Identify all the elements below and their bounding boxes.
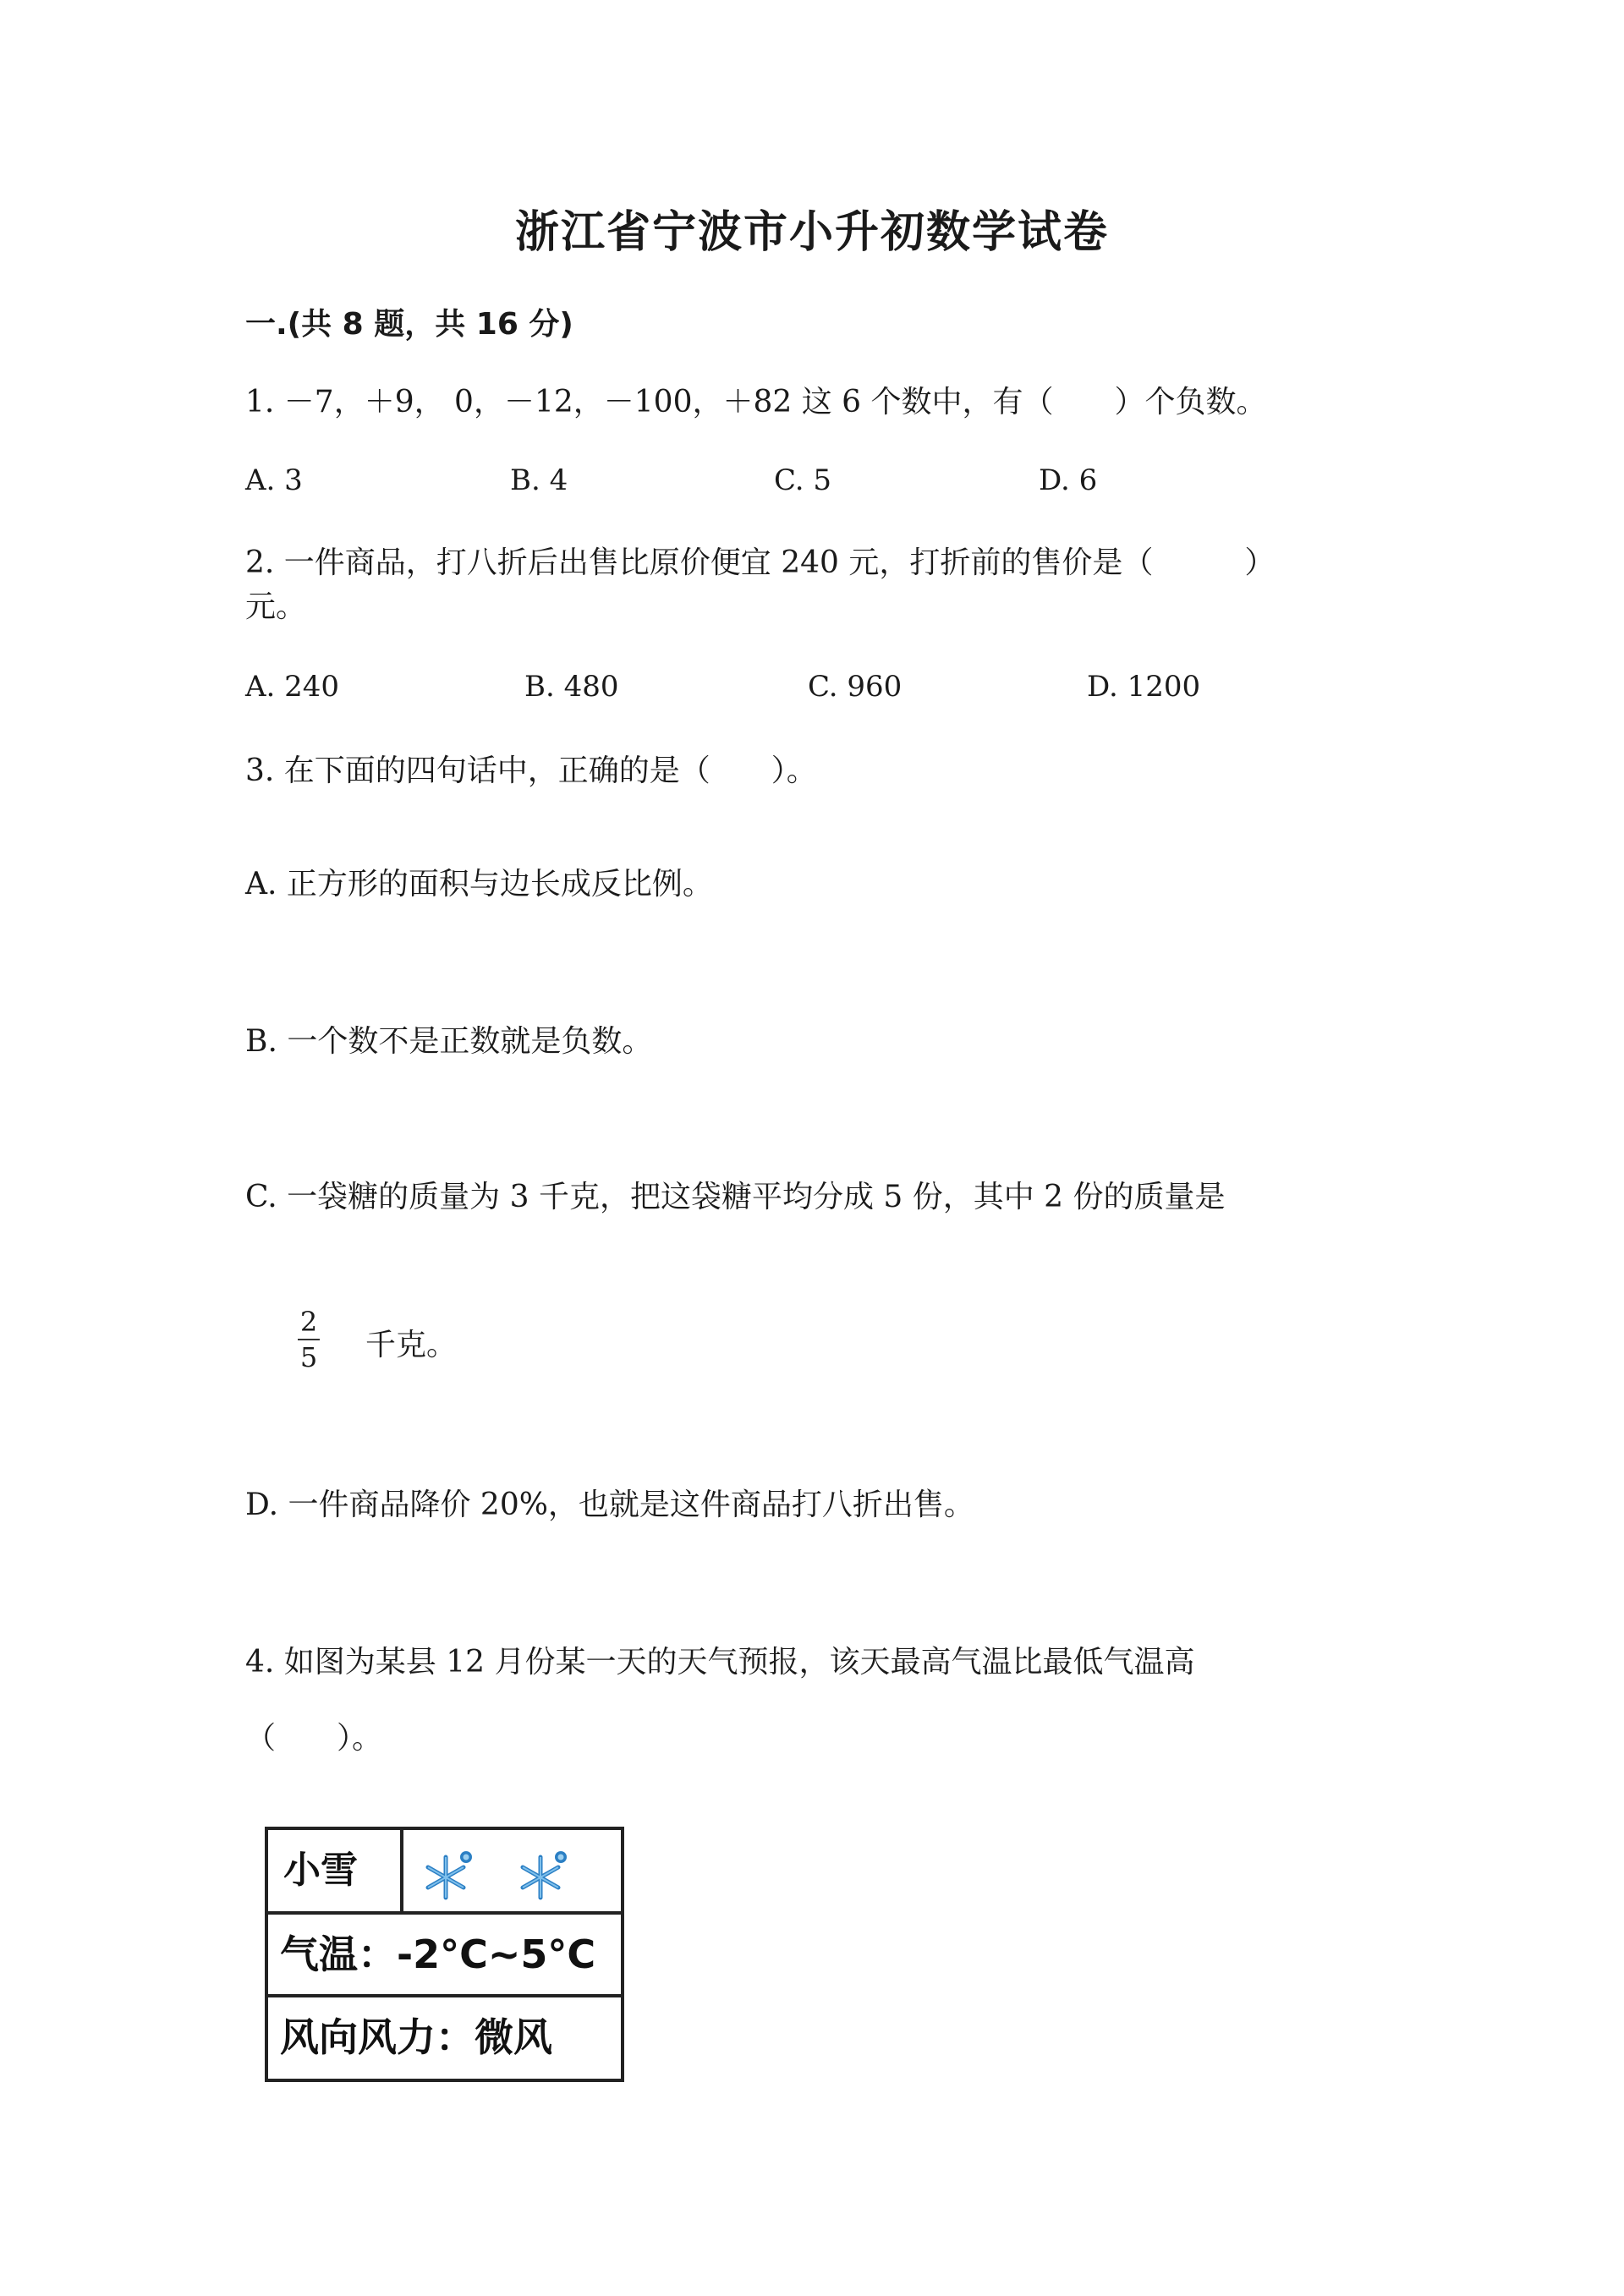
question-2-text-line1: 2. 一件商品，打八折后出售比原价便宜 240 元，打折前的售价是（ ） (245, 545, 1276, 580)
weather-icons (403, 1830, 621, 1911)
weather-condition: 小雪 (268, 1830, 403, 1911)
question-3-option-b: B. 一个数不是正数就是负数。 (245, 1024, 653, 1059)
fraction-two-fifths (296, 1307, 321, 1373)
question-3-text: 3. 在下面的四句话中，正确的是（ ）。 (245, 753, 817, 788)
question-1-option-d: D. 6 (1039, 463, 1098, 497)
section-header: 一.(共 8 题，共 16 分) (245, 307, 573, 342)
question-2-option-d: D. 1200 (1087, 670, 1201, 704)
question-3-option-c: C. 一袋糖的质量为 3 千克，把这袋糖平均分成 5 份，其中 2 份的质量是 (245, 1180, 1226, 1214)
fraction-numerator: 2 (299, 1306, 318, 1338)
question-4-text-line2: （ ）。 (245, 1721, 383, 1756)
weather-temperature: 气温：-2°C~5°C (280, 1932, 596, 1977)
snowflake-icon (515, 1847, 574, 1906)
weather-forecast-figure (265, 1827, 624, 2082)
question-3-option-c-suffix: 千克。 (365, 1328, 458, 1362)
question-2-option-c: C. 960 (808, 670, 903, 704)
question-2-option-a: A. 240 (245, 670, 340, 704)
weather-condition-row (268, 1830, 621, 1915)
question-1-option-c: C. 5 (774, 463, 832, 497)
weather-wind-row (268, 1997, 621, 2079)
question-2-text-line2: 元。 (245, 589, 307, 624)
snowflake-icon (420, 1847, 480, 1906)
question-1-text: 1. －7，＋9， 0，－12，－100，＋82 这 6 个数中，有（ ）个负数。 (245, 385, 1267, 419)
question-3-option-d: D. 一件商品降价 20%，也就是这件商品打八折出售。 (245, 1488, 974, 1522)
question-1-option-a: A. 3 (245, 463, 303, 497)
question-3-option-a: A. 正方形的面积与边长成反比例。 (245, 867, 713, 901)
fraction-bar (298, 1339, 320, 1340)
fraction-denominator: 5 (299, 1341, 318, 1373)
question-1-option-b: B. 4 (510, 463, 568, 497)
weather-temperature-row (268, 1915, 621, 1997)
weather-wind: 风向风力：微风 (280, 2014, 552, 2060)
question-4-text-line1: 4. 如图为某县 12 月份某一天的天气预报，该天最高气温比最低气温高 (245, 1645, 1195, 1680)
question-2-option-b: B. 480 (524, 670, 619, 704)
page-title: 浙江省宁波市小升初数学试卷 (514, 207, 1109, 258)
